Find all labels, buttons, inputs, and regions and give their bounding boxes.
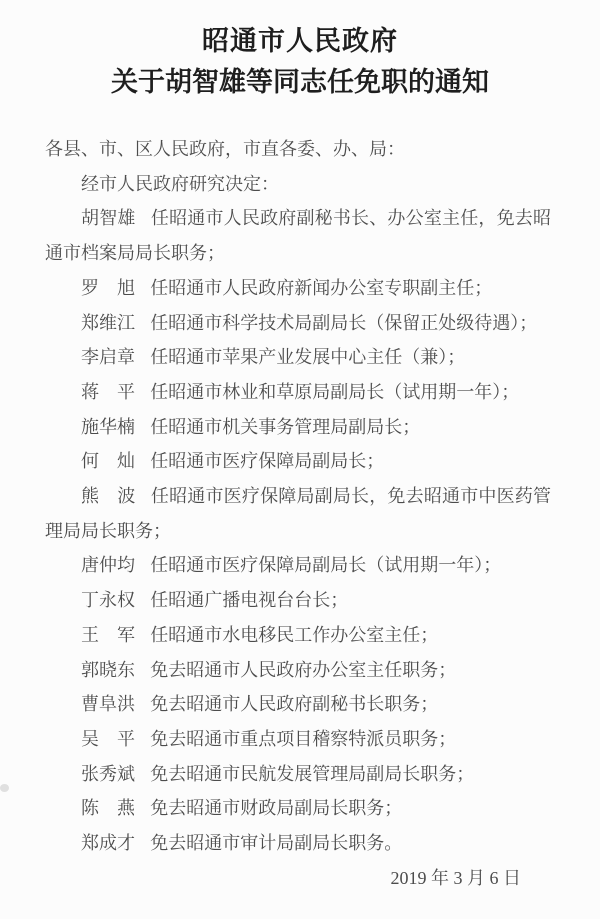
entry-name: 张秀斌 (81, 763, 135, 784)
entry-action: 免去昭通市人民政府办公室主任职务； (150, 659, 457, 680)
appointment-entry (45, 479, 551, 548)
entry-name: 李启章 (81, 347, 135, 368)
entry-action: 任昭通市人民政府副秘书长、办公室主任，免去昭通市档案局局长职务； (45, 208, 552, 264)
entry-action: 免去昭通市审计局副局长职务。 (150, 833, 403, 854)
document-date: 2019 年 3 月 6 日 (390, 867, 521, 888)
entry-name: 蒋 平 (81, 381, 135, 402)
appointment-entry (45, 201, 551, 270)
appointment-entry (45, 375, 551, 410)
entry-name: 罗 旭 (81, 277, 135, 298)
appointment-entry (45, 306, 551, 341)
title-subject: 关于胡智雄等同志任免职的通知 (111, 67, 489, 97)
entry-action: 任昭通市医疗保障局副局长，免去昭通市中医药管理局局长职务； (45, 486, 552, 541)
scan-artifact (0, 784, 9, 792)
entry-name: 熊 波 (81, 486, 136, 507)
entry-name: 曹阜洪 (81, 694, 135, 715)
entry-name: 丁永权 (81, 590, 135, 611)
appointment-entry (45, 687, 551, 722)
entry-name: 何 灿 (81, 451, 135, 472)
entry-name: 郑维江 (81, 312, 135, 333)
appointment-entry (45, 583, 551, 618)
appointment-entry (45, 271, 551, 306)
entry-action: 任昭通市人民政府新闻办公室专职副主任； (150, 277, 493, 298)
intro: 经市人民政府研究决定： (81, 173, 279, 194)
appointment-entry (45, 757, 551, 792)
entry-name: 王 军 (81, 624, 135, 645)
appointment-entry (45, 548, 551, 583)
appointment-entry (45, 618, 551, 653)
document-body (45, 132, 551, 895)
entry-action: 任昭通市机关事务管理局副局长； (150, 416, 421, 437)
entry-action: 任昭通市医疗保障局副局长； (150, 451, 385, 472)
entry-name: 施华楠 (81, 416, 135, 437)
entry-action: 免去昭通市财政局副局长职务； (150, 798, 403, 819)
entry-action: 免去昭通市人民政府副秘书长职务； (150, 694, 439, 715)
entry-name: 郭晓东 (81, 659, 135, 680)
entry-name: 郑成才 (81, 833, 135, 854)
entry-action: 任昭通市林业和草原局副局长（试用期一年）； (150, 381, 520, 402)
entry-action: 任昭通市苹果产业发展中心主任（兼）； (150, 347, 466, 368)
salutation: 各县、市、区人民政府，市直各委、办、局： (45, 139, 405, 159)
entry-action: 任昭通市科学技术局副局长（保留正处级待遇）； (150, 312, 538, 333)
entry-action: 任昭通广播电视台台长； (150, 590, 349, 611)
appointment-entry (45, 653, 551, 688)
appointment-entry (45, 791, 551, 826)
title-org: 昭通市人民政府 (202, 26, 398, 56)
entry-action: 免去昭通市重点项目稽察特派员职务； (150, 728, 457, 749)
entry-action: 任昭通市水电移民工作办公室主任； (150, 624, 439, 645)
appointment-entry (45, 722, 551, 757)
document-header (0, 0, 600, 102)
entry-action: 免去昭通市民航发展管理局副局长职务； (150, 763, 475, 784)
entry-name: 陈 燕 (81, 798, 135, 819)
entry-action: 任昭通市医疗保障局副局长（试用期一年）； (150, 555, 502, 576)
appointment-entry (45, 410, 551, 445)
appointment-entry (45, 444, 551, 479)
appointment-entry (45, 826, 551, 861)
appointment-entry (45, 340, 551, 375)
entry-name: 胡智雄 (81, 208, 136, 229)
entry-name: 唐仲均 (81, 555, 135, 576)
entry-name: 吴 平 (81, 728, 135, 749)
